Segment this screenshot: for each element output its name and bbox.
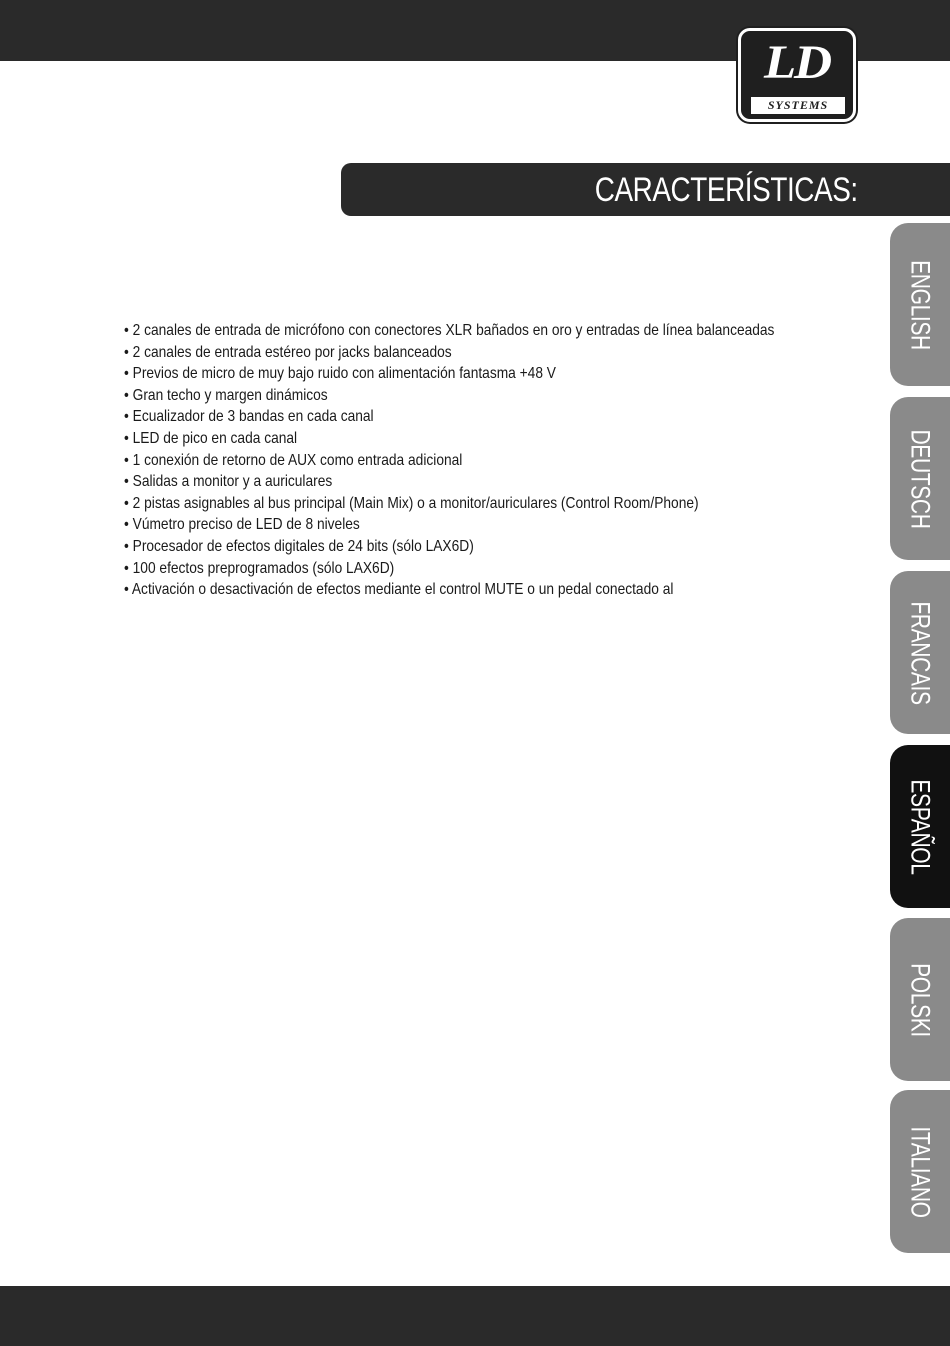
tab-label: FRANCAIS	[905, 600, 936, 705]
feature-item: • Gran techo y margen dinámicos	[124, 386, 328, 404]
feature-item: • Previos de micro de muy bajo ruido con alimentación fantasma +48 V	[124, 365, 556, 383]
features-list	[124, 320, 884, 601]
ld-systems-logo	[738, 28, 856, 122]
tab-label: ENGLISH	[905, 259, 936, 350]
feature-item: • Ecualizador de 3 bandas en cada canal	[124, 408, 374, 426]
tab-polski[interactable]	[890, 918, 950, 1081]
feature-item: • 2 canales de entrada estéreo por jacks balanceados	[124, 343, 452, 361]
logo-mark: LD	[764, 36, 830, 89]
feature-item: • 100 efectos preprogramados (sólo LAX6D)	[124, 559, 395, 577]
feature-item: • Salidas a monitor y a auriculares	[124, 473, 333, 491]
feature-item: • 2 pistas asignables al bus principal (Main Mix) o a monitor/auriculares (Control Room/Phone)	[124, 494, 699, 512]
tab-label: POLSKI	[905, 962, 936, 1037]
tab-francais[interactable]	[890, 571, 950, 734]
feature-item: • Vúmetro preciso de LED de 8 niveles	[124, 516, 360, 534]
tab-label: DEUTSCH	[905, 428, 936, 529]
tab-english[interactable]	[890, 223, 950, 386]
feature-item: • LED de pico en cada canal	[124, 429, 298, 447]
footer-bar	[0, 1286, 950, 1346]
tab-label: ITALIANO	[905, 1125, 936, 1218]
tab-label: ESPAÑOL	[905, 778, 936, 875]
section-banner	[341, 163, 950, 216]
tab-deutsch[interactable]	[890, 397, 950, 560]
tab-espanol[interactable]	[890, 745, 950, 908]
tab-italiano[interactable]	[890, 1090, 950, 1253]
feature-item: • 1 conexión de retorno de AUX como entrada adicional	[124, 451, 463, 469]
logo-subtitle: SYSTEMS	[751, 97, 845, 114]
feature-item: • Procesador de efectos digitales de 24 bits (sólo LAX6D)	[124, 537, 474, 555]
section-title: CARACTERÍSTICAS:	[595, 171, 858, 209]
feature-item: • Activación o desactivación de efectos mediante el control MUTE o un pedal conectado al	[124, 581, 674, 599]
feature-item: • 2 canales de entrada de micrófono con conectores XLR bañados en oro y entradas de línea balanceadas	[124, 322, 775, 339]
